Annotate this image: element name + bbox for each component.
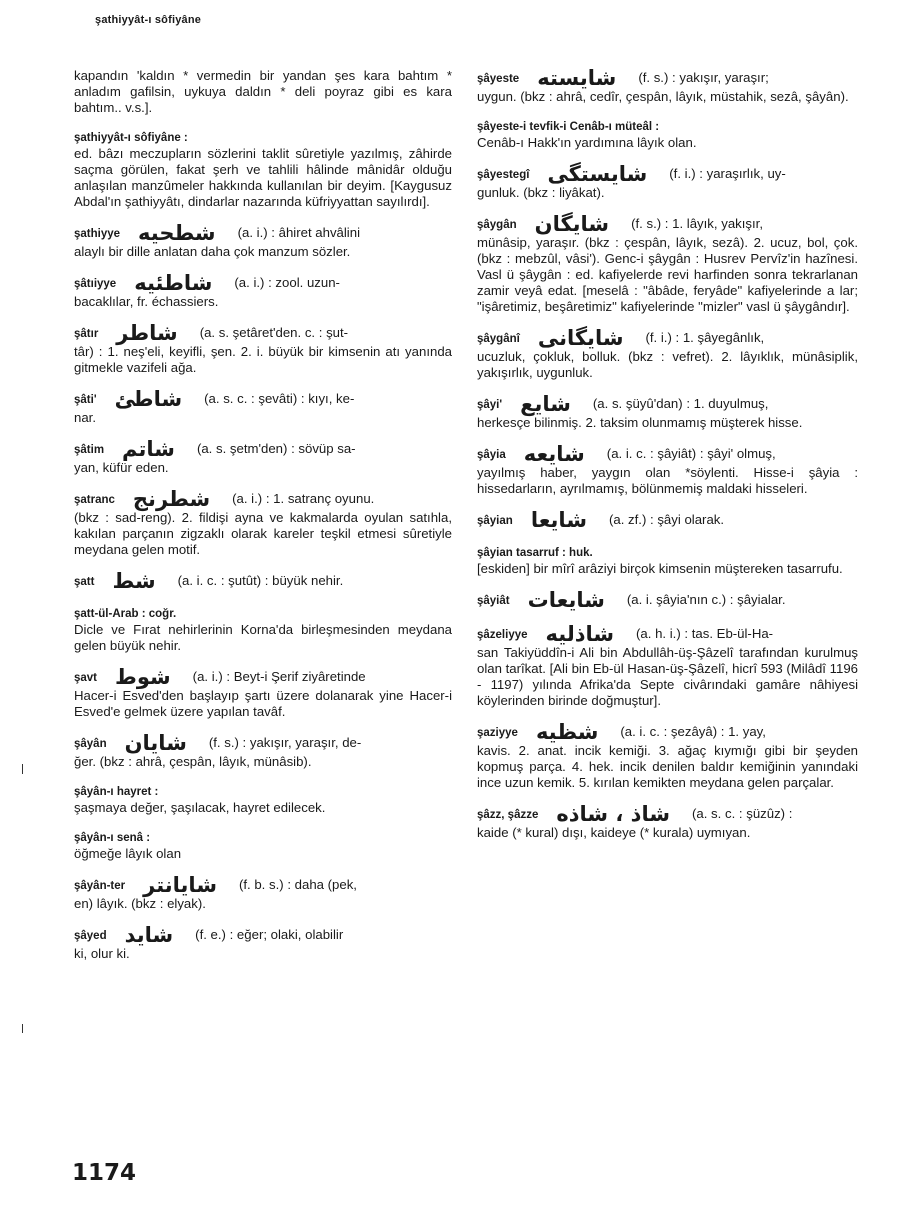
entry-definition: herkesçe bilinmiş. 2. taksim olunmamış müşterek hisse.	[477, 415, 803, 430]
entry-headword: şâygân	[477, 219, 517, 231]
dictionary-entry	[477, 118, 858, 151]
entry-definition: yan, küfür eden.	[74, 460, 169, 475]
entry-headword: şâtır	[74, 328, 99, 340]
dictionary-entry	[74, 875, 452, 912]
entry-headword: şâyed	[74, 930, 107, 942]
dictionary-entry	[74, 489, 452, 558]
entry-grammar-note: (a. zf.) : şâyi olarak.	[608, 512, 725, 527]
entry-definition: san Takiyüddîn-i Ali bin Abdullâh-üş-Şâzelî tarafından kurulmuş olan tarîkat. [Ali bin Eb-ül Hasan-üş-Şâzelî, hicrî 593 (Milâdî 1196 - 1197) yılında Afrika'da Septe civârındaki gamâre nâhiyesi köylerinden birinde doğmuştur].	[477, 645, 858, 708]
entry-definition: alaylı bir dille anlatan daha çok manzum sözler.	[74, 244, 351, 259]
entry-arabic-script: شايعه	[523, 442, 585, 466]
entry-arabic-script: شايانتر	[143, 873, 217, 897]
entry-grammar-note: (a. i. c. : şutût) : büyük nehir.	[177, 573, 344, 588]
entry-definition: [eskiden] bir mîrî arâziyi birçok kimsenin müştereken tasarrufu.	[477, 561, 843, 576]
entry-definition: münâsip, yaraşır. (bkz : çespân, lâyık, sezâ). 2. ucuz, bol, çok. (bkz : mebzûl, vâsi'). Genc-i şâygân : Husrev Pervîz'in hazînesi. Vasl ü şâygân : ed. kafiyelerde revi harfinden sonra tekrarlanan zamir veyâ edat. [meselâ : "âbâde, feryâde" kafiyelerinde a lar; "işâretimiz, beşâretimiz" kafiyelerinde "mizler" vasl ü şâygândır].	[477, 235, 858, 314]
dictionary-entry	[477, 68, 858, 105]
entry-headword: şatranc	[74, 494, 115, 506]
entry-headword: şâyia	[477, 449, 506, 461]
entry-grammar-note: (a. i. c. : şezâyâ) : 1. yay,	[620, 724, 766, 739]
entry-grammar-note: (a. s. şetm'den) : sövüp sa-	[196, 441, 356, 456]
entry-arabic-script: شايگانى	[537, 326, 624, 350]
dictionary-entry	[74, 733, 452, 770]
entry-definition: bacaklılar, fr. échassiers.	[74, 294, 219, 309]
entry-headword: şâzeliyye	[477, 629, 528, 641]
dictionary-entry	[74, 571, 452, 592]
entry-headword: şâyestegî	[477, 169, 530, 181]
entry-arabic-script: شايع	[520, 392, 571, 416]
entry-grammar-note: (a. i.) : 1. satranç oyunu.	[232, 491, 375, 506]
entry-headword: şâyân-ı hayret :	[74, 786, 159, 798]
dictionary-entry	[74, 829, 452, 862]
entry-definition: uygun. (bkz : ahrâ, cedîr, çespân, lâyık, müstahik, sezâ, şâyân).	[477, 89, 849, 104]
entry-headword: şâyiât	[477, 595, 510, 607]
entry-arabic-script: شوط	[115, 665, 171, 689]
entry-definition: yayılmış haber, yaygın olan *söylenti. Hisse-i şâyia : hissedarların, ayrılmamış, bölünmemiş maldaki hisseleri.	[477, 465, 858, 496]
entry-headword: şavt	[74, 672, 98, 684]
dictionary-entry	[74, 273, 452, 310]
entry-grammar-note: (a. i.) : zool. uzun-	[234, 275, 340, 290]
dictionary-entry	[477, 544, 858, 577]
entry-headword: şatt-ül-Arab : coğr.	[74, 608, 177, 620]
dictionary-entry	[74, 323, 452, 376]
entry-grammar-note: (f. b. s.) : daha (pek,	[238, 877, 357, 892]
dictionary-entry	[74, 439, 452, 476]
entry-arabic-script: شايعات	[527, 588, 605, 612]
entry-headword: şâtim	[74, 444, 105, 456]
entry-arabic-script: شايعا	[530, 508, 587, 532]
entry-definition: kapandın 'kaldın * vermedin bir yandan şes kara bahtım * anladım gafilsin, uykuya daldın * deli poyraz gibi es kara bahtım.. v.s.].	[74, 68, 452, 115]
running-title: şathiyyât-ı sôfiyâne	[95, 14, 202, 26]
dictionary-entry	[74, 925, 452, 962]
dictionary-entry	[74, 389, 452, 426]
entry-definition: ed. bâzı meczupların sözlerini taklit sûretiyle yazılmış, zâhirde saçma görülen, fakat şerh ve tahlili hâlinde mânidâr olduğu anlaşılan manzûmeler hakkında kullanılan bir deyim. [Kaygusuz Abdal'ın şathiyyâtı, dindarlar nazarında küfriyyattan sayılırdı].	[74, 146, 452, 209]
entry-grammar-note: (a. i.) : Beyt-i Şerif ziyâretinde	[192, 669, 366, 684]
entry-headword: şâyeste-i tevfik-i Cenâb-ı müteâl :	[477, 121, 660, 133]
margin-mark	[22, 1024, 23, 1033]
entry-headword: şâyian	[477, 515, 513, 527]
entry-headword: şâzz, şâzze	[477, 809, 539, 821]
entry-grammar-note: (f. e.) : eğer; olaki, olabilir	[195, 927, 344, 942]
entry-definition: ki, olur ki.	[74, 946, 130, 961]
entry-arabic-script: شايگان	[534, 212, 610, 236]
entry-arabic-script: شظيه	[535, 720, 599, 744]
entry-definition: kavis. 2. anat. incik kemiği. 3. ağaç kıymığı gibi bir şeyden kopmuş parça. 4. hek. incik denilen baldır kemiğinin yanındaki ince uzun kemik. 5. kırılan kemikten meydana gelen parçalar.	[477, 743, 858, 790]
entry-grammar-note: (f. i.) : 1. şâyegânlık,	[645, 330, 765, 345]
entry-arabic-script: شطرنج	[132, 487, 211, 511]
entry-headword: şâtıiyye	[74, 278, 117, 290]
dictionary-entry	[74, 783, 452, 816]
entry-grammar-note: (a. s. şetâret'den. c. : şut-	[199, 325, 349, 340]
entry-arabic-script: شاطئ	[114, 387, 183, 411]
entry-definition: Hacer-i Esved'den başlayıp şartı üzere dolanarak yine Hacer-i Esved'e gelmek üzere yapılan tavâf.	[74, 688, 452, 719]
entry-arabic-script: شايد	[124, 923, 174, 947]
entry-definition: nar.	[74, 410, 96, 425]
entry-arabic-script: شاتم	[122, 437, 175, 461]
entry-grammar-note: (a. s. c. : şevâti) : kıyı, ke-	[204, 391, 355, 406]
entry-arabic-script: شاذليه	[545, 622, 615, 646]
entry-arabic-script: شط	[112, 569, 156, 593]
entry-headword: şatt	[74, 576, 95, 588]
entry-arabic-script: شاطئيه	[134, 271, 213, 295]
dictionary-entry	[477, 394, 858, 431]
entry-arabic-script: شطحيه	[138, 221, 216, 245]
page-number: 1174	[72, 1160, 137, 1186]
entry-arabic-script: شايسته	[537, 66, 617, 90]
entry-grammar-note: (f. i.) : yaraşırlık, uy-	[669, 166, 786, 181]
dictionary-entry	[74, 223, 452, 260]
entry-headword: şâyân-ter	[74, 880, 126, 892]
entry-grammar-note: (f. s.) : yakışır, yaraşır, de-	[208, 735, 362, 750]
entry-definition: (bkz : sad-reng). 2. fildişi ayna ve kakmalarda oyulan satıhla, kakılan parçanın zigzaklı olarak kareler teşkil etmesi sûretiyle meydana gelen motif.	[74, 510, 452, 557]
entry-headword: şathiyyât-ı sôfiyâne :	[74, 132, 188, 144]
entry-headword: şâyeste	[477, 73, 520, 85]
dictionary-entry	[74, 605, 452, 654]
entry-grammar-note: (a. h. i.) : tas. Eb-ül-Ha-	[636, 626, 774, 641]
entry-grammar-note: (f. s.) : 1. lâyık, yakışır,	[631, 216, 763, 231]
entry-definition: öğmeğe lâyık olan	[74, 846, 182, 861]
entry-headword: şaziyye	[477, 727, 518, 739]
dictionary-entry	[477, 804, 858, 841]
entry-grammar-note: (a. i. şâyia'nın c.) : şâyialar.	[626, 592, 786, 607]
entry-headword: şâti'	[74, 394, 97, 406]
dictionary-entry	[477, 164, 858, 201]
margin-mark	[22, 764, 23, 774]
dictionary-entry	[477, 214, 858, 315]
entry-grammar-note: (a. s. şüyû'dan) : 1. duyulmuş,	[592, 396, 769, 411]
entry-arabic-script: شايان	[124, 731, 187, 755]
dictionary-entry	[74, 667, 452, 720]
entry-headword: şâyân	[74, 738, 107, 750]
entry-definition: en) lâyık. (bkz : elyak).	[74, 896, 206, 911]
entry-definition: şaşmaya değer, şaşılacak, hayret edilecek.	[74, 800, 326, 815]
entry-grammar-note: (a. i.) : âhiret ahvâlini	[237, 225, 360, 240]
dictionary-entry	[74, 68, 452, 116]
dictionary-entry	[74, 129, 452, 210]
entry-arabic-script: شاطر	[116, 321, 178, 345]
entry-definition: ucuzluk, çokluk, bolluk. (bkz : vefret). 2. lâyıklık, münâsiplik, yakışırlık, uygunluk.	[477, 349, 858, 380]
entry-headword: şâyân-ı senâ :	[74, 832, 151, 844]
right-column	[477, 68, 858, 854]
dictionary-entry	[477, 444, 858, 497]
entry-definition: Dicle ve Fırat nehirlerinin Korna'da birleşmesinden meydana gelen büyük nehir.	[74, 622, 452, 653]
entry-grammar-note: (a. i. c. : şâyiât) : şâyi' olmuş,	[606, 446, 776, 461]
entry-definition: gunluk. (bkz : liyâkat).	[477, 185, 605, 200]
left-column	[74, 68, 452, 975]
entry-arabic-script: شاذ ، شاذه	[556, 802, 670, 826]
entry-definition: Cenâb-ı Hakk'ın yardımına lâyık olan.	[477, 135, 697, 150]
entry-grammar-note: (f. s.) : yakışır, yaraşır;	[638, 70, 769, 85]
entry-headword: şathiyye	[74, 228, 121, 240]
dictionary-entry	[477, 624, 858, 709]
entry-headword: şâygânî	[477, 333, 520, 345]
entry-arabic-script: شايستگى	[547, 162, 648, 186]
dictionary-entry	[477, 722, 858, 791]
dictionary-entry	[477, 328, 858, 381]
entry-grammar-note: (a. s. c. : şüzûz) :	[692, 806, 793, 821]
entry-definition: târ) : 1. neş'eli, keyifli, şen. 2. i. büyük bir kimsenin atı yanında gitmekle vazifeli ağa.	[74, 344, 452, 375]
entry-definition: kaide (* kural) dışı, kaideye (* kurala) uymıyan.	[477, 825, 751, 840]
dictionary-entry	[477, 590, 858, 611]
entry-headword: şâyian tasarruf : huk.	[477, 547, 593, 559]
entry-headword: şâyi'	[477, 399, 503, 411]
entry-definition: ğer. (bkz : ahrâ, çespân, lâyık, münâsib).	[74, 754, 312, 769]
dictionary-entry	[477, 510, 858, 531]
